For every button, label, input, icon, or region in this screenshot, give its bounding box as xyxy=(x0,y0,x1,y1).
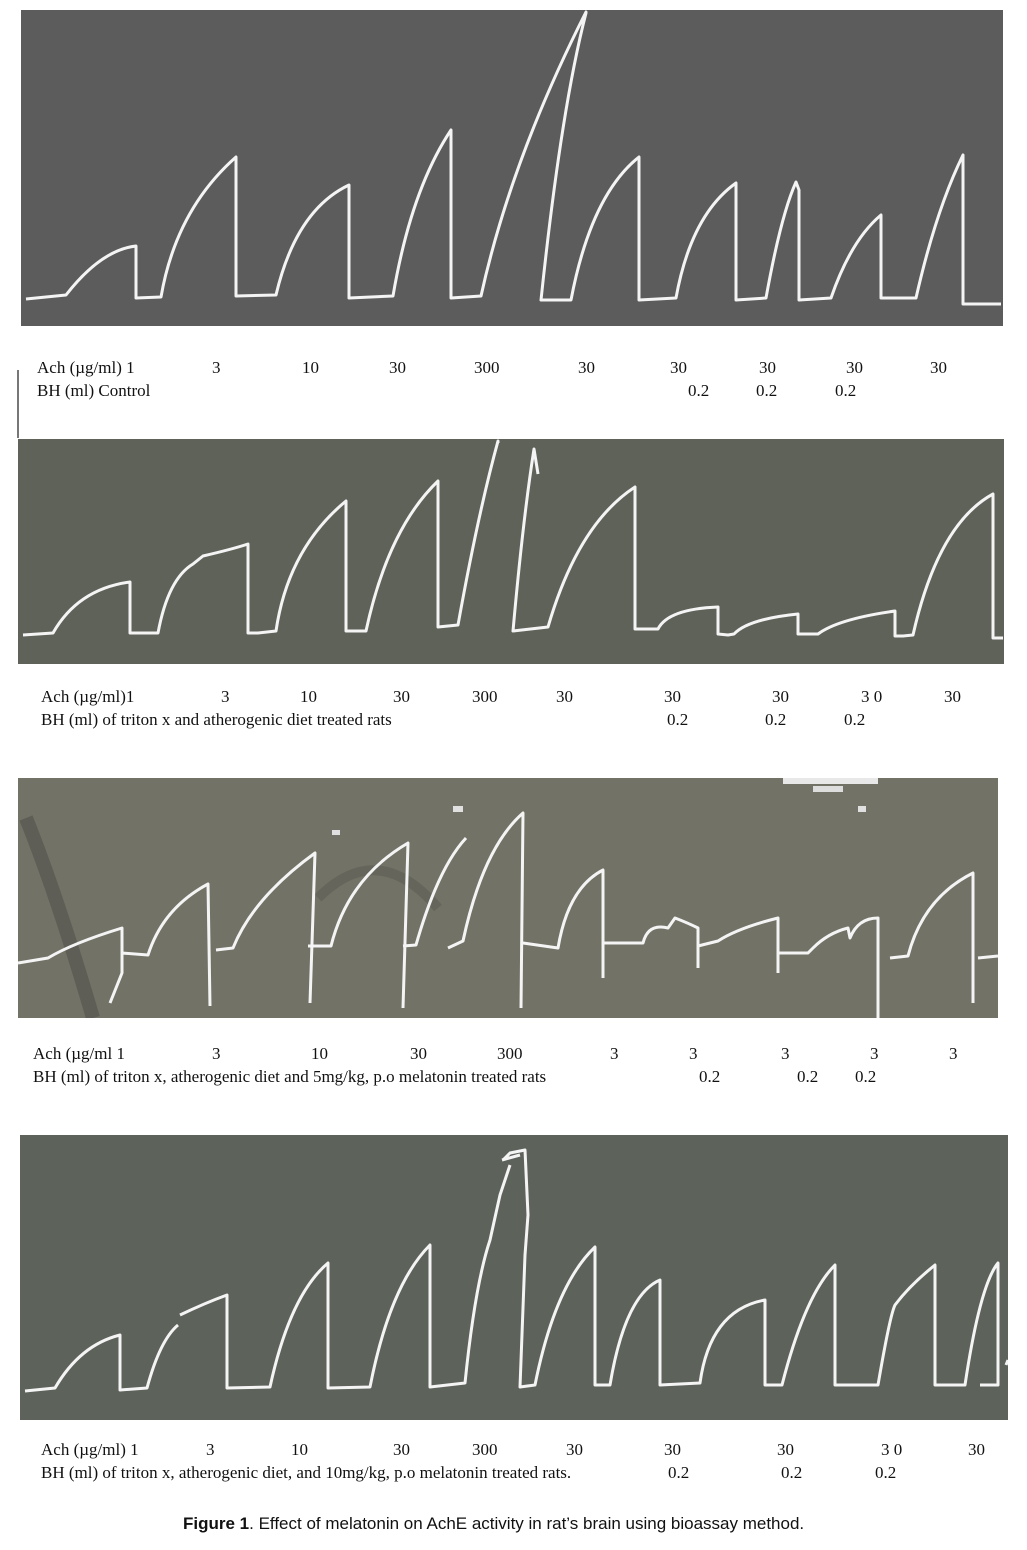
panel-2-ach-value: 30 xyxy=(556,687,573,706)
panel-1-ach-value: 10 xyxy=(302,358,319,377)
panel-1-bh-value: 0.2 xyxy=(688,381,710,400)
panel-3-ach-value: 3 xyxy=(781,1044,790,1063)
panel-2-bh-label: BH (ml) of triton x and atherogenic diet treated rats xyxy=(41,710,392,729)
kymograph-trace-control xyxy=(21,10,1003,326)
panel-2-ach-value: 3 xyxy=(221,687,230,706)
panel-1-bh-value: 0.2 xyxy=(756,381,778,400)
panel-3-ach-value: 3 xyxy=(212,1044,221,1063)
light-patch xyxy=(813,786,843,792)
panel-background xyxy=(20,1135,1008,1420)
panel-3-ach-value: 3 xyxy=(610,1044,619,1063)
panel-3-ach-value: 300 xyxy=(497,1044,523,1063)
panel-1-ach-value: 30 xyxy=(759,358,776,377)
panel-3-bh-value: 0.2 xyxy=(699,1067,721,1086)
panel-2-bh-value: 0.2 xyxy=(765,710,787,729)
panel-2-ach-value: 300 xyxy=(472,687,498,706)
panel-background xyxy=(21,10,1003,326)
panel-2-bh-value: 0.2 xyxy=(667,710,689,729)
panel-2-ach-prefix: Ach (µg/ml)1 xyxy=(41,687,135,706)
panel-1-ach-value: 30 xyxy=(846,358,863,377)
panel-1-ach-value: 300 xyxy=(474,358,500,377)
figure-caption xyxy=(183,1514,1013,1534)
panel-2-ach-value: 30 xyxy=(772,687,789,706)
light-patch xyxy=(332,830,340,835)
divider-line xyxy=(17,370,19,438)
panel-4-ach-value: 10 xyxy=(291,1440,308,1459)
panel-4-bh-value: 0.2 xyxy=(781,1463,803,1482)
trace-panel-2 xyxy=(18,439,1004,664)
panel-3-ach-value: 3 xyxy=(949,1044,958,1063)
panel-2-ach-value: 3 0 xyxy=(861,687,883,706)
trace-panel-1 xyxy=(21,10,1003,326)
panel-4-ach-value: 300 xyxy=(472,1440,498,1459)
panel-3-ach-value: 10 xyxy=(311,1044,328,1063)
panel-2-bh-value: 0.2 xyxy=(844,710,866,729)
kymograph-trace-melatonin-10mg xyxy=(20,1135,1008,1420)
panel-4-bh-label: BH (ml) of triton x, atherogenic diet, and 10mg/kg, p.o melatonin treated rats. xyxy=(41,1463,572,1482)
panel-2-ach-value: 30 xyxy=(393,687,410,706)
trace-panel-3 xyxy=(18,778,998,1018)
panel-4-ach-value: 30 xyxy=(777,1440,794,1459)
panel-3-bh-label: BH (ml) of triton x, atherogenic diet and 5mg/kg, p.o melatonin treated rats xyxy=(33,1067,547,1086)
panel-3-bh-value: 0.2 xyxy=(797,1067,819,1086)
panel-1-bh-label: BH (ml) Control xyxy=(37,381,151,400)
panel-4-bh-value: 0.2 xyxy=(875,1463,897,1482)
light-patch xyxy=(453,806,463,812)
panel-4-ach-prefix: Ach (µg/ml) 1 xyxy=(41,1440,139,1459)
panel-1-ach-value: 30 xyxy=(389,358,406,377)
panel-4-ach-value: 30 xyxy=(566,1440,583,1459)
panel-4-bh-value: 0.2 xyxy=(668,1463,690,1482)
panel-4-ach-value: 30 xyxy=(968,1440,985,1459)
panel-1-ach-value: 30 xyxy=(578,358,595,377)
trace-panel-4 xyxy=(20,1135,1008,1420)
figure-label: Figure 1 xyxy=(183,1514,250,1533)
panel-1-ach-value: 3 xyxy=(212,358,221,377)
kymograph-trace-atherogenic xyxy=(18,439,1004,664)
panel-2-ach-value: 30 xyxy=(944,687,961,706)
panel-1-ach-prefix: Ach (µg/ml) 1 xyxy=(37,358,135,377)
panel-1-ach-value: 30 xyxy=(670,358,687,377)
panel-3-ach-value: 3 xyxy=(689,1044,698,1063)
panel-2-ach-value: 30 xyxy=(664,687,681,706)
light-patch xyxy=(783,778,878,784)
panel-background xyxy=(18,439,1004,664)
panel-2-ach-value: 10 xyxy=(300,687,317,706)
panel-4-ach-value: 3 0 xyxy=(881,1440,903,1459)
panel-3-ach-value: 3 xyxy=(870,1044,879,1063)
panel-4-ach-value: 3 xyxy=(206,1440,215,1459)
panel-3-ach-value: 30 xyxy=(410,1044,427,1063)
panel-3-bh-value: 0.2 xyxy=(855,1067,877,1086)
figure-caption-text: . Effect of melatonin on AchE activity in rat’s brain using bioassay method. xyxy=(249,1514,805,1533)
panel-1-bh-value: 0.2 xyxy=(835,381,857,400)
panel-4-ach-value: 30 xyxy=(393,1440,410,1459)
light-patch xyxy=(858,806,866,812)
panel-3-ach-prefix: Ach (µg/ml 1 xyxy=(33,1044,125,1063)
panel-background xyxy=(18,778,998,1018)
kymograph-trace-melatonin-5mg xyxy=(18,778,998,1018)
panel-4-ach-value: 30 xyxy=(664,1440,681,1459)
panel-1-ach-value: 30 xyxy=(930,358,947,377)
